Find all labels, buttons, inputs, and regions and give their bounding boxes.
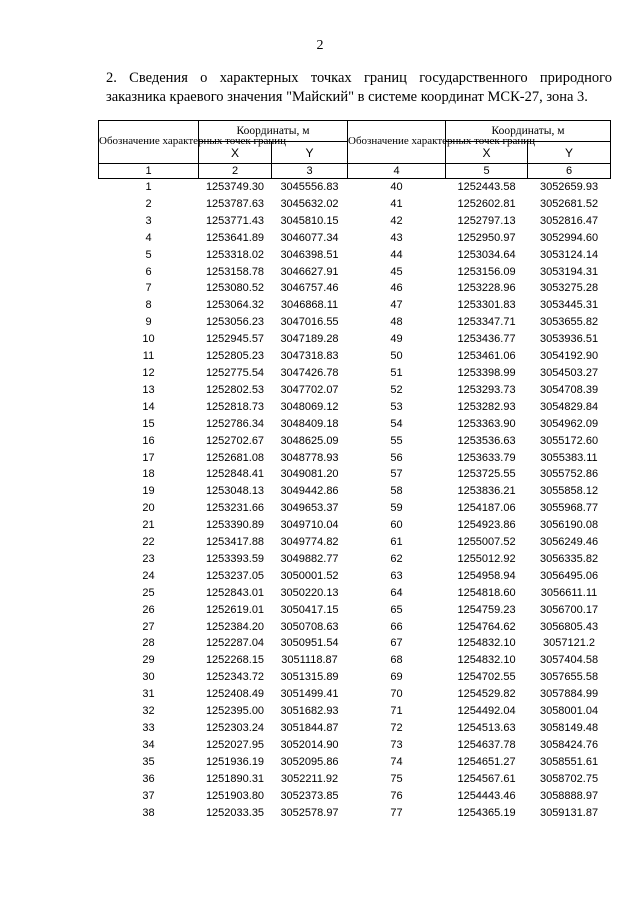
y-coordinate-left: 3047189.28 bbox=[280, 333, 339, 346]
x-coordinate-right: 1254443.46 bbox=[457, 789, 516, 802]
table-row bbox=[99, 297, 611, 314]
point-id-left: 11 bbox=[142, 350, 155, 363]
point-id-left: 13 bbox=[142, 383, 155, 396]
table-row bbox=[99, 466, 611, 483]
page-number: 2 bbox=[316, 38, 324, 53]
point-id-right: 55 bbox=[390, 434, 403, 447]
point-id-left: 38 bbox=[142, 806, 155, 819]
x-coordinate-right: 1253461.06 bbox=[457, 350, 516, 363]
column-number: 2 bbox=[199, 164, 272, 179]
point-id-right: 53 bbox=[390, 400, 403, 413]
y-coordinate-left: 3045810.15 bbox=[280, 214, 339, 227]
x-coordinate-right: 1252602.81 bbox=[457, 197, 516, 210]
header-coordinates-right: Координаты, м bbox=[446, 121, 611, 142]
table-row bbox=[99, 247, 611, 264]
y-coordinate-left: 3049882.77 bbox=[280, 552, 339, 565]
x-coordinate-left: 1252384.20 bbox=[205, 620, 265, 633]
point-id-right: 41 bbox=[390, 197, 403, 210]
y-coordinate-left: 3051844.87 bbox=[280, 722, 339, 734]
point-id-left: 12 bbox=[142, 366, 155, 379]
y-coordinate-left: 3048069.12 bbox=[280, 400, 339, 413]
y-coordinate-left: 3046077.34 bbox=[280, 231, 339, 244]
table-row bbox=[99, 771, 611, 788]
point-id-left: 18 bbox=[142, 468, 155, 481]
y-coordinate-left: 3051118.87 bbox=[281, 654, 338, 667]
point-id-left: 21 bbox=[142, 519, 155, 532]
table-row bbox=[99, 635, 611, 652]
point-id-left: 27 bbox=[142, 620, 155, 633]
table-row bbox=[99, 416, 611, 433]
y-coordinate-right: 3056190.08 bbox=[539, 519, 599, 532]
y-coordinate-right: 3054829.84 bbox=[539, 400, 599, 413]
x-coordinate-left: 1252268.15 bbox=[205, 654, 265, 667]
y-coordinate-left: 3047702.07 bbox=[280, 383, 339, 396]
y-coordinate-left: 3050220.13 bbox=[280, 586, 339, 599]
point-id-left: 30 bbox=[142, 671, 155, 684]
x-coordinate-right: 1254832.10 bbox=[457, 637, 516, 650]
point-id-left: 19 bbox=[142, 485, 155, 498]
point-id-right: 75 bbox=[390, 772, 403, 785]
point-id-left: 28 bbox=[142, 637, 155, 650]
point-id-left: 26 bbox=[142, 603, 155, 616]
y-coordinate-right: 3053655.82 bbox=[539, 316, 599, 329]
point-id-left: 20 bbox=[142, 502, 155, 515]
point-id-right: 58 bbox=[390, 485, 403, 498]
x-coordinate-right: 1253363.90 bbox=[457, 417, 516, 430]
x-coordinate-left: 1253237.05 bbox=[205, 569, 265, 582]
point-id-left: 36 bbox=[142, 772, 155, 785]
table-row bbox=[99, 703, 611, 720]
x-coordinate-left: 1252848.41 bbox=[205, 468, 265, 481]
y-coordinate-left: 3051315.89 bbox=[280, 671, 339, 684]
point-id-right: 70 bbox=[390, 688, 403, 701]
point-id-right: 69 bbox=[390, 671, 403, 684]
x-coordinate-left: 1253080.52 bbox=[205, 282, 265, 295]
point-id-right: 42 bbox=[390, 214, 403, 227]
header-point-label-left: Обозначение характерных точек границ bbox=[99, 121, 199, 164]
table-row bbox=[99, 669, 611, 686]
table-row bbox=[99, 331, 611, 348]
y-coordinate-right: 3056495.06 bbox=[539, 569, 599, 582]
x-coordinate-left: 1252033.35 bbox=[205, 806, 265, 819]
x-coordinate-left: 1252775.54 bbox=[205, 366, 265, 379]
x-coordinate-right: 1253536.63 bbox=[457, 434, 516, 447]
x-coordinate-left: 1253771.43 bbox=[205, 214, 265, 227]
x-coordinate-right: 1254529.82 bbox=[457, 688, 516, 701]
x-coordinate-left: 1251936.19 bbox=[205, 755, 265, 768]
table-row bbox=[99, 365, 611, 382]
header-coordinates-left: Координаты, м bbox=[199, 121, 348, 142]
x-coordinate-right: 1254187.06 bbox=[457, 502, 516, 515]
table-row bbox=[99, 652, 611, 669]
point-id-left: 32 bbox=[142, 705, 155, 718]
point-id-right: 56 bbox=[390, 451, 403, 464]
x-coordinate-left: 1252843.01 bbox=[205, 586, 265, 599]
point-id-right: 47 bbox=[390, 299, 403, 312]
table-row bbox=[99, 399, 611, 416]
table-row bbox=[99, 196, 611, 213]
y-coordinate-left: 3048625.09 bbox=[280, 434, 339, 447]
x-coordinate-left: 1253318.02 bbox=[205, 248, 265, 261]
point-id-left: 37 bbox=[142, 789, 155, 802]
y-coordinate-left: 3045556.83 bbox=[280, 181, 339, 193]
header-y-left: Y bbox=[272, 142, 348, 164]
point-id-right: 71 bbox=[390, 705, 403, 718]
x-coordinate-right: 1255012.92 bbox=[457, 552, 516, 565]
y-coordinate-right: 3058702.75 bbox=[539, 772, 599, 785]
y-coordinate-right: 3053445.31 bbox=[539, 299, 599, 312]
x-coordinate-right: 1254513.63 bbox=[457, 722, 516, 734]
x-coordinate-left: 1252303.24 bbox=[205, 722, 265, 734]
y-coordinate-right: 3052681.52 bbox=[539, 197, 599, 210]
point-id-right: 66 bbox=[390, 620, 403, 633]
y-coordinate-right: 3053275.28 bbox=[539, 282, 599, 295]
y-coordinate-left: 3047318.83 bbox=[280, 350, 339, 363]
point-id-right: 46 bbox=[390, 282, 403, 295]
point-id-right: 49 bbox=[390, 333, 403, 346]
header-point-label-right: Обозначение характерных точек границ bbox=[348, 121, 446, 164]
y-coordinate-left: 3047016.55 bbox=[280, 316, 339, 329]
table-body bbox=[99, 179, 611, 822]
y-coordinate-right: 3059131.87 bbox=[539, 806, 599, 819]
x-coordinate-right: 1254492.04 bbox=[457, 705, 516, 718]
x-coordinate-right: 1254832.10 bbox=[457, 654, 516, 667]
point-id-left: 22 bbox=[142, 536, 155, 549]
y-coordinate-right: 3053124.14 bbox=[539, 248, 599, 261]
column-number: 5 bbox=[446, 164, 528, 179]
y-coordinate-right: 3058001.04 bbox=[539, 705, 599, 718]
table-row bbox=[99, 534, 611, 551]
point-id-left: 9 bbox=[145, 316, 152, 329]
x-coordinate-right: 1252443.58 bbox=[457, 181, 516, 193]
table-row bbox=[99, 686, 611, 703]
y-coordinate-left: 3046398.51 bbox=[280, 248, 339, 261]
y-coordinate-left: 3050951.54 bbox=[280, 637, 339, 650]
x-coordinate-left: 1253048.13 bbox=[205, 485, 265, 498]
table-row bbox=[99, 720, 611, 737]
y-coordinate-left: 3052095.86 bbox=[280, 755, 339, 768]
y-coordinate-left: 3052211.92 bbox=[280, 772, 339, 785]
x-coordinate-right: 1253034.64 bbox=[457, 248, 516, 261]
x-coordinate-left: 1252287.04 bbox=[205, 637, 265, 650]
table-row bbox=[99, 450, 611, 467]
x-coordinate-left: 1253641.89 bbox=[205, 231, 265, 244]
x-coordinate-left: 1252343.72 bbox=[205, 671, 265, 684]
point-id-left: 24 bbox=[142, 569, 155, 582]
point-id-right: 67 bbox=[390, 637, 403, 650]
x-coordinate-left: 1253056.23 bbox=[205, 316, 265, 329]
header-x-left: X bbox=[199, 142, 272, 164]
y-coordinate-left: 3050708.63 bbox=[280, 620, 339, 633]
x-coordinate-right: 1253347.71 bbox=[457, 316, 516, 329]
x-coordinate-left: 1252702.67 bbox=[205, 434, 265, 447]
x-coordinate-right: 1253436.77 bbox=[457, 333, 516, 346]
x-coordinate-right: 1253301.83 bbox=[457, 299, 516, 312]
table-row bbox=[99, 280, 611, 297]
point-id-right: 63 bbox=[390, 569, 403, 582]
x-coordinate-left: 1252802.53 bbox=[205, 383, 265, 396]
x-coordinate-right: 1254764.62 bbox=[457, 620, 516, 633]
y-coordinate-right: 3056805.43 bbox=[539, 620, 599, 633]
point-id-left: 16 bbox=[142, 434, 155, 447]
point-id-left: 25 bbox=[142, 586, 155, 599]
y-coordinate-right: 3058888.97 bbox=[539, 789, 599, 802]
table-row bbox=[99, 619, 611, 636]
point-id-right: 43 bbox=[390, 231, 403, 244]
point-id-right: 60 bbox=[390, 519, 403, 532]
y-coordinate-right: 3054503.27 bbox=[539, 366, 599, 379]
point-id-right: 74 bbox=[390, 755, 403, 768]
x-coordinate-right: 1253228.96 bbox=[457, 282, 516, 295]
x-coordinate-right: 1253633.79 bbox=[457, 451, 516, 464]
y-coordinate-right: 3054192.90 bbox=[539, 350, 599, 363]
table-row bbox=[99, 314, 611, 331]
point-id-left: 4 bbox=[145, 231, 152, 244]
point-id-right: 54 bbox=[390, 417, 403, 430]
column-number: 3 bbox=[272, 164, 348, 179]
point-id-right: 76 bbox=[390, 789, 403, 802]
column-number: 6 bbox=[528, 164, 611, 179]
x-coordinate-right: 1255007.52 bbox=[457, 536, 516, 549]
table-row bbox=[99, 754, 611, 771]
point-id-right: 59 bbox=[390, 502, 403, 515]
y-coordinate-left: 3046868.11 bbox=[280, 299, 339, 312]
point-id-right: 68 bbox=[390, 654, 403, 667]
y-coordinate-left: 3049653.37 bbox=[280, 502, 339, 515]
x-coordinate-left: 1252805.23 bbox=[205, 350, 265, 363]
y-coordinate-right: 3052994.60 bbox=[539, 231, 599, 244]
point-id-left: 33 bbox=[142, 722, 155, 734]
y-coordinate-right: 3055752.86 bbox=[539, 468, 599, 481]
x-coordinate-right: 1253398.99 bbox=[457, 366, 516, 379]
y-coordinate-right: 3052659.93 bbox=[539, 181, 599, 193]
x-coordinate-right: 1253293.73 bbox=[457, 383, 516, 396]
x-coordinate-right: 1253282.93 bbox=[457, 400, 516, 413]
point-id-left: 7 bbox=[145, 282, 152, 295]
y-coordinate-left: 3048778.93 bbox=[280, 451, 339, 464]
point-id-left: 1 bbox=[145, 181, 152, 193]
point-id-left: 14 bbox=[142, 400, 155, 413]
y-coordinate-right: 3057884.99 bbox=[539, 688, 599, 701]
section-heading: 2. Сведения о характерных точках границ государственного природного заказника краевого значения "Майский" в системе координат МСК-27, зона 3. bbox=[106, 70, 612, 105]
y-coordinate-left: 3052014.90 bbox=[280, 738, 339, 751]
y-coordinate-right: 3054962.09 bbox=[539, 417, 599, 430]
point-id-right: 52 bbox=[390, 383, 403, 396]
x-coordinate-right: 1254818.60 bbox=[457, 586, 516, 599]
point-id-left: 6 bbox=[145, 265, 152, 278]
x-coordinate-left: 1253787.63 bbox=[205, 197, 265, 210]
y-coordinate-right: 3055858.12 bbox=[539, 485, 599, 498]
x-coordinate-left: 1251903.80 bbox=[205, 789, 265, 802]
point-id-left: 2 bbox=[145, 197, 152, 210]
point-id-right: 40 bbox=[390, 181, 403, 193]
x-coordinate-left: 1252395.00 bbox=[205, 705, 265, 718]
x-coordinate-right: 1254637.78 bbox=[457, 738, 516, 751]
y-coordinate-right: 3057404.58 bbox=[539, 654, 599, 667]
x-coordinate-right: 1252950.97 bbox=[457, 231, 516, 244]
x-coordinate-right: 1254923.86 bbox=[457, 519, 516, 532]
point-id-left: 31 bbox=[142, 688, 155, 701]
table-row bbox=[99, 179, 611, 196]
y-coordinate-left: 3050001.52 bbox=[280, 569, 339, 582]
x-coordinate-right: 1254759.23 bbox=[457, 603, 516, 616]
point-id-left: 10 bbox=[142, 333, 155, 346]
point-id-left: 35 bbox=[142, 755, 155, 768]
y-coordinate-left: 3048409.18 bbox=[280, 417, 339, 430]
coordinates-table bbox=[98, 120, 611, 821]
x-coordinate-left: 1252619.01 bbox=[205, 603, 265, 616]
x-coordinate-left: 1253158.78 bbox=[205, 265, 265, 278]
column-number: 4 bbox=[348, 164, 446, 179]
y-coordinate-left: 3049081.20 bbox=[280, 468, 339, 481]
y-coordinate-left: 3046627.91 bbox=[280, 265, 339, 278]
point-id-right: 64 bbox=[390, 586, 403, 599]
table-row bbox=[99, 230, 611, 247]
point-id-left: 17 bbox=[142, 451, 155, 464]
x-coordinate-right: 1254567.61 bbox=[457, 772, 516, 785]
y-coordinate-left: 3052578.97 bbox=[280, 806, 339, 819]
table-row bbox=[99, 348, 611, 365]
point-id-right: 45 bbox=[390, 265, 403, 278]
y-coordinate-left: 3049774.82 bbox=[280, 536, 339, 549]
y-coordinate-right: 3058424.76 bbox=[539, 738, 599, 751]
table-row bbox=[99, 788, 611, 805]
x-coordinate-left: 1253390.89 bbox=[205, 519, 265, 532]
y-coordinate-right: 3053194.31 bbox=[539, 265, 599, 278]
y-coordinate-right: 3055968.77 bbox=[539, 502, 599, 515]
point-id-right: 72 bbox=[390, 722, 403, 734]
x-coordinate-left: 1252818.73 bbox=[205, 400, 265, 413]
point-id-left: 29 bbox=[142, 654, 155, 667]
x-coordinate-left: 1253749.30 bbox=[205, 181, 265, 193]
y-coordinate-right: 3056611.11 bbox=[540, 586, 598, 599]
point-id-right: 62 bbox=[390, 552, 403, 565]
table-row bbox=[99, 264, 611, 281]
y-coordinate-left: 3051499.41 bbox=[280, 688, 339, 701]
y-coordinate-right: 3056700.17 bbox=[539, 603, 599, 616]
header-x-right: X bbox=[446, 142, 528, 164]
point-id-right: 57 bbox=[390, 468, 403, 481]
table-row bbox=[99, 737, 611, 754]
table-row bbox=[99, 382, 611, 399]
point-id-left: 23 bbox=[142, 552, 155, 565]
point-id-left: 3 bbox=[145, 214, 152, 227]
x-coordinate-left: 1252408.49 bbox=[205, 688, 265, 701]
y-coordinate-left: 3049442.86 bbox=[280, 485, 339, 498]
table-row bbox=[99, 483, 611, 500]
point-id-right: 51 bbox=[390, 366, 403, 379]
y-coordinate-left: 3049710.04 bbox=[280, 519, 339, 532]
x-coordinate-right: 1253156.09 bbox=[457, 265, 516, 278]
y-coordinate-right: 3058551.61 bbox=[539, 755, 599, 768]
y-coordinate-right: 3053936.51 bbox=[539, 333, 599, 346]
table-row bbox=[99, 805, 611, 822]
y-coordinate-right: 3055383.11 bbox=[540, 451, 598, 464]
y-coordinate-left: 3045632.02 bbox=[280, 197, 339, 210]
column-number: 1 bbox=[99, 164, 199, 179]
y-coordinate-right: 3055172.60 bbox=[539, 434, 599, 447]
x-coordinate-left: 1252945.57 bbox=[205, 333, 265, 346]
table-row bbox=[99, 551, 611, 568]
y-coordinate-right: 3052816.47 bbox=[539, 214, 599, 227]
table-header bbox=[99, 121, 611, 179]
x-coordinate-left: 1253231.66 bbox=[205, 502, 265, 515]
point-id-right: 50 bbox=[390, 350, 403, 363]
point-id-left: 8 bbox=[145, 299, 152, 312]
point-id-right: 65 bbox=[390, 603, 403, 616]
y-coordinate-left: 3052373.85 bbox=[280, 789, 339, 802]
y-coordinate-left: 3047426.78 bbox=[280, 366, 339, 379]
point-id-right: 73 bbox=[390, 738, 403, 751]
y-coordinate-left: 3051682.93 bbox=[280, 705, 339, 718]
x-coordinate-left: 1253417.88 bbox=[205, 536, 265, 549]
table-row bbox=[99, 602, 611, 619]
x-coordinate-right: 1254365.19 bbox=[457, 806, 516, 819]
point-id-left: 5 bbox=[145, 248, 152, 261]
y-coordinate-right: 3057655.58 bbox=[539, 671, 599, 684]
y-coordinate-right: 3056335.82 bbox=[539, 552, 599, 565]
header-y-right: Y bbox=[528, 142, 611, 164]
y-coordinate-right: 3058149.48 bbox=[539, 722, 599, 734]
y-coordinate-right: 3057121.2 bbox=[543, 637, 596, 650]
point-id-right: 77 bbox=[390, 806, 403, 819]
x-coordinate-left: 1252027.95 bbox=[205, 738, 265, 751]
x-coordinate-right: 1253725.55 bbox=[457, 468, 516, 481]
table-row bbox=[99, 517, 611, 534]
x-coordinate-left: 1253393.59 bbox=[205, 552, 265, 565]
x-coordinate-left: 1252786.34 bbox=[205, 417, 265, 430]
y-coordinate-right: 3054708.39 bbox=[539, 383, 599, 396]
table-row bbox=[99, 433, 611, 450]
y-coordinate-left: 3046757.46 bbox=[280, 282, 339, 295]
x-coordinate-left: 1252681.08 bbox=[205, 451, 265, 464]
table-row bbox=[99, 213, 611, 230]
point-id-left: 34 bbox=[142, 738, 155, 751]
point-id-right: 61 bbox=[390, 536, 403, 549]
point-id-right: 48 bbox=[390, 316, 403, 329]
table-row bbox=[99, 585, 611, 602]
x-coordinate-left: 1251890.31 bbox=[205, 772, 265, 785]
x-coordinate-left: 1253064.32 bbox=[205, 299, 265, 312]
x-coordinate-right: 1253836.21 bbox=[457, 485, 516, 498]
x-coordinate-right: 1254958.94 bbox=[457, 569, 516, 582]
y-coordinate-left: 3050417.15 bbox=[280, 603, 339, 616]
x-coordinate-right: 1254702.55 bbox=[457, 671, 516, 684]
point-id-right: 44 bbox=[390, 248, 403, 261]
x-coordinate-right: 1252797.13 bbox=[457, 214, 516, 227]
table-row bbox=[99, 568, 611, 585]
table-row bbox=[99, 500, 611, 517]
point-id-left: 15 bbox=[142, 417, 155, 430]
y-coordinate-right: 3056249.46 bbox=[539, 536, 599, 549]
x-coordinate-right: 1254651.27 bbox=[457, 755, 516, 768]
